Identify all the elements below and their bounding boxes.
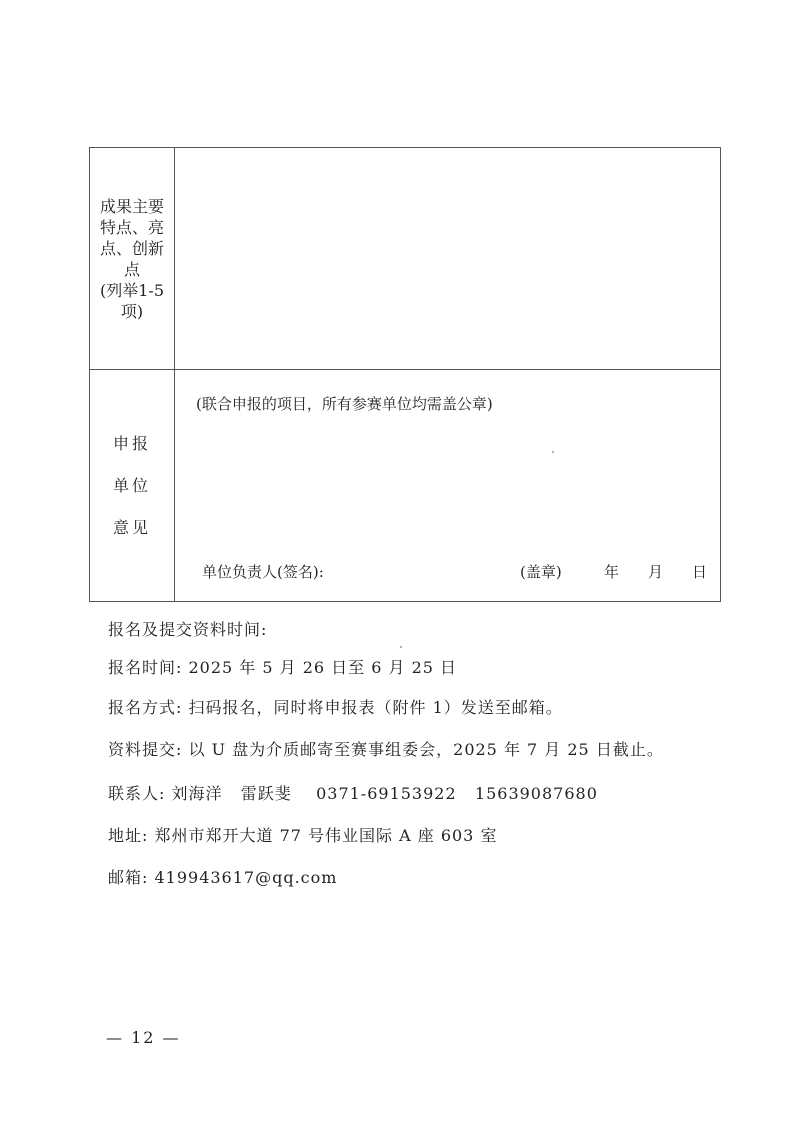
label-line: 点: [123, 259, 140, 279]
month-label: 月: [648, 563, 664, 581]
scan-speck: [552, 451, 554, 453]
info-heading: 报名及提交资料时间:: [108, 620, 268, 639]
contacts: 联系人: 刘海洋 雷跃斐 0371-69153922 15639087680: [108, 784, 598, 803]
registration-time: 报名时间: 2025 年 5 月 26 日至 6 月 25 日: [108, 658, 458, 677]
label-line: 点、创新: [99, 238, 164, 258]
signature-label: 单位负责人(签名):: [202, 563, 324, 581]
day-label: 日: [692, 563, 708, 581]
label-line: 单位: [112, 476, 151, 495]
joint-application-note: (联合申报的项目，所有参赛单位均需盖公章): [196, 395, 493, 413]
application-form-table: [89, 147, 721, 602]
column-divider: [174, 148, 175, 601]
seal-label: (盖章): [520, 563, 562, 581]
label-line: 申报: [112, 434, 151, 453]
email: 邮箱: 419943617@qq.com: [108, 868, 338, 887]
label-line: 意见: [112, 518, 151, 537]
features-label: [90, 148, 174, 369]
row-divider: [90, 369, 720, 370]
registration-method: 报名方式: 扫码报名，同时将申报表（附件 1）发送至邮箱。: [108, 698, 563, 717]
label-line: 项): [120, 301, 144, 321]
label-line: 成果主要: [99, 196, 164, 216]
address: 地址: 郑州市郑开大道 77 号伟业国际 A 座 603 室: [108, 826, 498, 845]
label-line: (列举1-5: [99, 280, 164, 300]
label-line: 特点、亮: [99, 217, 164, 237]
scan-speck: [400, 646, 402, 648]
page-number: — 12 —: [106, 1028, 181, 1047]
year-label: 年: [604, 563, 620, 581]
applicant-opinion-label: [90, 370, 174, 602]
materials-submission: 资料提交: 以 U 盘为介质邮寄至赛事组委会，2025 年 7 月 25 日截止。: [108, 740, 664, 759]
